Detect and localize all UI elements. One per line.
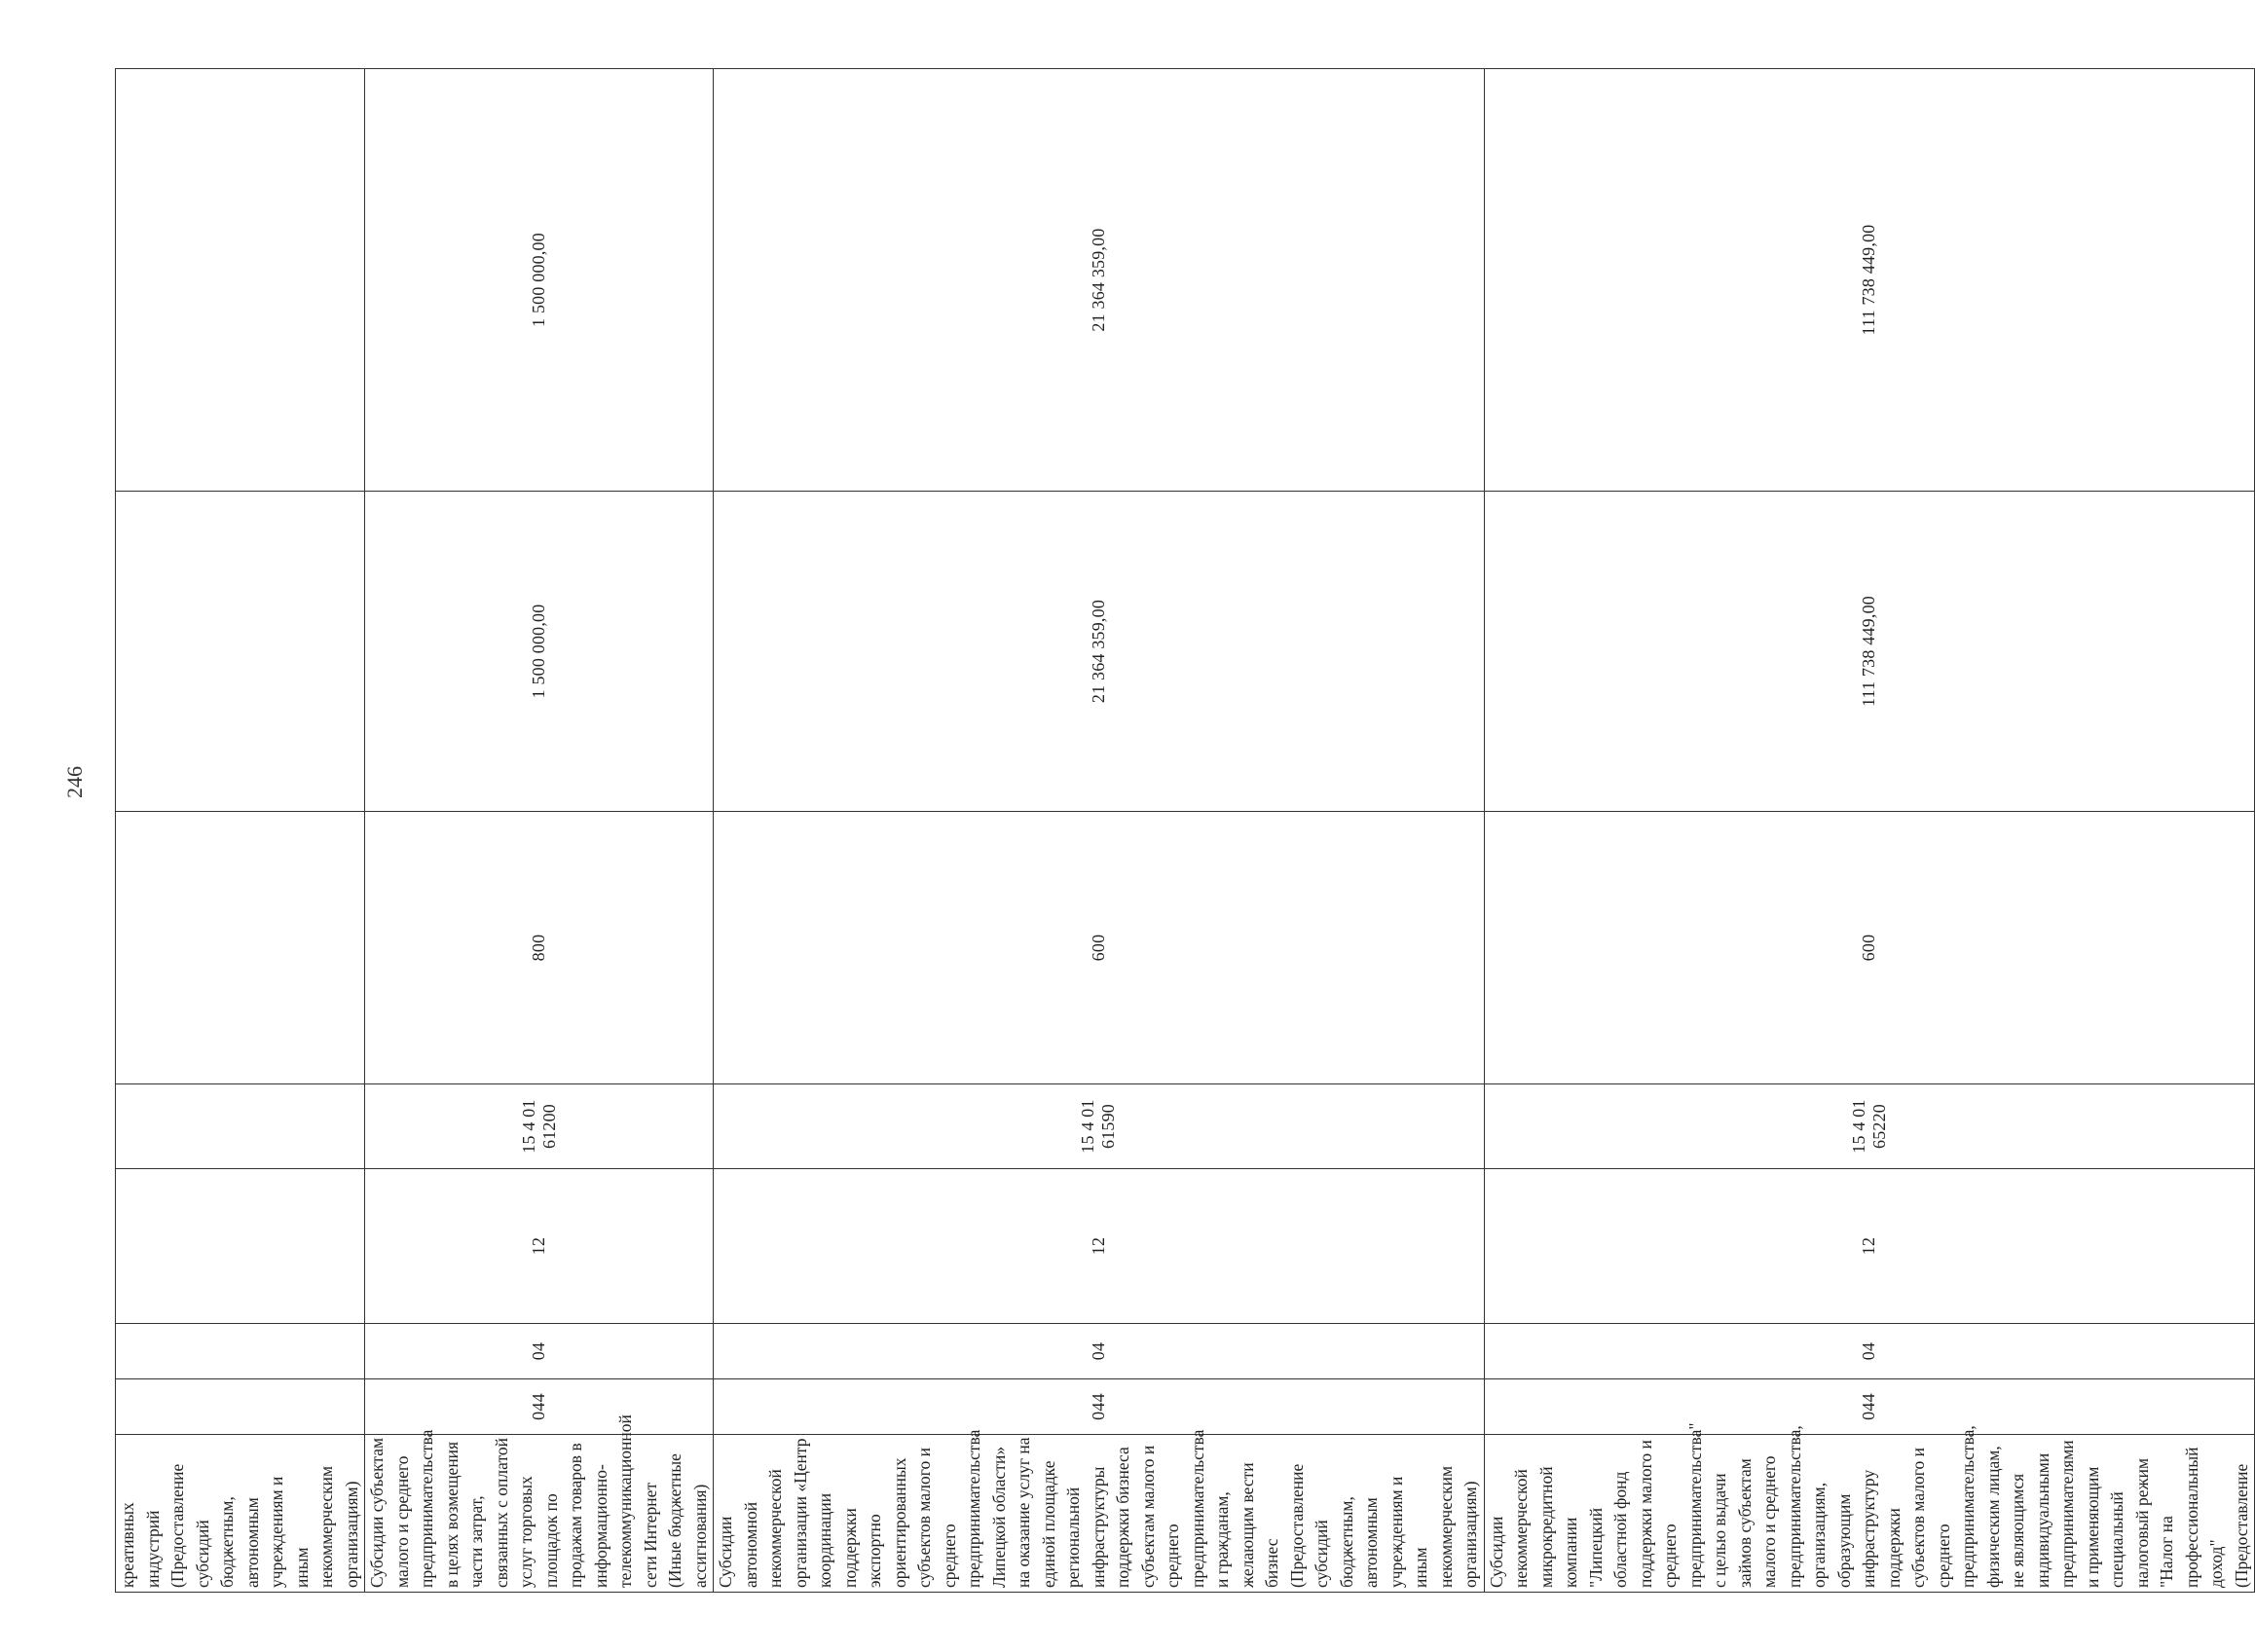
amount-1-cell: 1 500 000,00 (365, 492, 714, 812)
rotated-table-wrapper (115, 69, 2251, 1593)
table-row (365, 69, 714, 1593)
budget-table (115, 68, 2255, 1593)
section-cell: 04 (365, 1324, 714, 1379)
subsection-cell: 12 (1484, 1169, 2255, 1324)
expense-type-cell: 800 (365, 812, 714, 1084)
section-cell: 04 (1484, 1324, 2255, 1379)
ministry-cell: 044 (365, 1379, 714, 1435)
target-article-cell: 15 4 01 65220 (1484, 1084, 2255, 1169)
amount-2-cell: 111 738 449,00 (1484, 69, 2255, 492)
subsection-cell: 12 (714, 1169, 1485, 1324)
subsection-cell (116, 1169, 365, 1324)
target-article-cell: 15 4 01 61590 (714, 1084, 1485, 1169)
expense-type-cell: 600 (1484, 812, 2255, 1084)
description-cell: Субсидии субъектам малого и среднего предпринимательства в целях возмещения части затрат, связанных с оплатой услуг торговых площадок по продажам товаров в информационно-телекоммуникационной сети Интернет (Иные бюджетные ассигнования) (365, 1435, 714, 1593)
target-article-cell: 15 4 01 61200 (365, 1084, 714, 1169)
ministry-cell (116, 1379, 365, 1435)
amount-2-cell (116, 69, 365, 492)
subsection-cell: 12 (365, 1169, 714, 1324)
target-article-cell (116, 1084, 365, 1169)
table-row (1484, 69, 2255, 1593)
amount-1-cell (116, 492, 365, 812)
section-cell (116, 1324, 365, 1379)
description-cell: креативных индустрий (Предоставление субсидий бюджетным, автономным учреждениям и иным некоммерческим организациям) (116, 1435, 365, 1593)
section-cell: 04 (714, 1324, 1485, 1379)
ministry-cell: 044 (714, 1379, 1485, 1435)
description-cell: Субсидии автономной некоммерческой организации «Центр координации поддержки экспортно ориентированных субъектов малого и среднего предпринимательства Липецкой области» на оказание услуг на единой площадке региональной инфраструктуры поддержки бизнеса субъектам малого и среднего предпринимательства и гражданам, желающим вести бизнес (Предоставление субсидий бюджетным, автономным учреждениям и иным некоммерческим организациям) (714, 1435, 1485, 1593)
ministry-cell: 044 (1484, 1379, 2255, 1435)
amount-1-cell: 21 364 359,00 (714, 492, 1485, 812)
description-cell: Субсидии некоммерческой микрокредитной компании "Липецкий областной фонд поддержки малого и среднего предпринимательства" с целью выдачи займов субъектам малого и среднего предпринимательства, организациям, образующим инфраструктуру поддержки субъектов малого и среднего предпринимательства, физическим лицам, не являющимся индивидуальными предпринимателями и применяющим специальный налоговый режим "Налог на профессиональный доход" (Предоставление (1484, 1435, 2255, 1593)
amount-2-cell: 21 364 359,00 (714, 69, 1485, 492)
table-row (714, 69, 1485, 1593)
page-number: 246 (62, 766, 87, 798)
expense-type-cell (116, 812, 365, 1084)
amount-1-cell: 111 738 449,00 (1484, 492, 2255, 812)
expense-type-cell: 600 (714, 812, 1485, 1084)
table-row (116, 69, 365, 1593)
amount-2-cell: 1 500 000,00 (365, 69, 714, 492)
